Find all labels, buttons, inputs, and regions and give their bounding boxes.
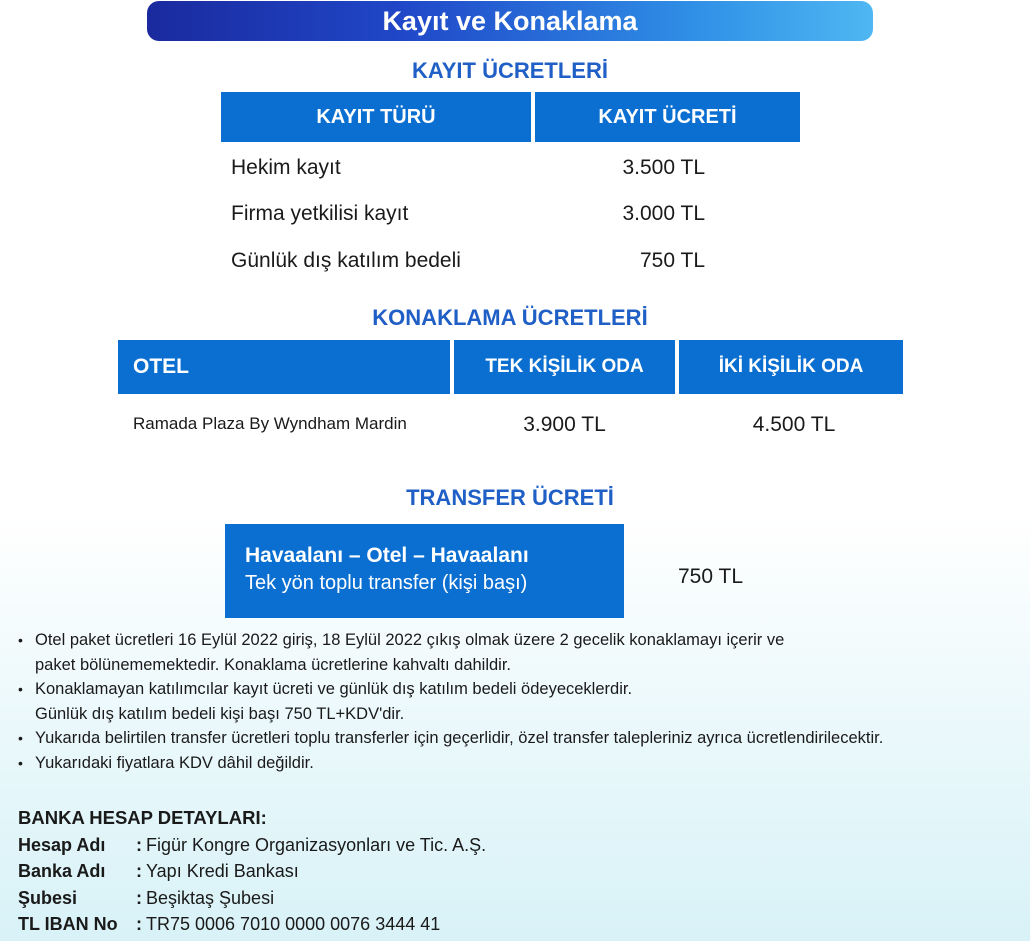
accommodation-row-hotel: Ramada Plaza By Wyndham Mardin bbox=[133, 414, 407, 433]
accommodation-header-hotel: OTEL bbox=[118, 340, 450, 394]
accommodation-header-double: İKİ KİŞİLİK ODA bbox=[679, 340, 903, 394]
registration-row-fee: 750 TL bbox=[640, 249, 705, 272]
bank-title: BANKA HESAP DETAYLARI: bbox=[18, 807, 267, 828]
bank-separator: : bbox=[136, 861, 142, 881]
note-line: Günlük dış katılım bedeli kişi başı 750 TL+KDV'dir. bbox=[35, 704, 405, 723]
note-line: • Yukarıda belirtilen transfer ücretleri toplu transferler için geçerlidir, özel transfer talepleriniz ayrıca ücretlendirilecektir. bbox=[35, 729, 884, 747]
registration-header-type: KAYIT TÜRÜ bbox=[221, 92, 531, 142]
bank-value: Yapı Kredi Bankası bbox=[146, 861, 299, 881]
bank-label: TL IBAN No bbox=[18, 914, 118, 934]
bank-row-iban bbox=[18, 911, 486, 938]
bank-separator: : bbox=[136, 834, 142, 855]
registration-row-type: Hekim kayıt bbox=[231, 156, 341, 179]
bank-row-account-name bbox=[18, 832, 486, 859]
registration-row-type: Günlük dış katılım bedeli bbox=[231, 249, 461, 272]
note-line: • Konaklamayan katılımcılar kayıt ücreti ve günlük dış katılım bedeli ödeyeceklerdir. bbox=[35, 680, 633, 698]
accommodation-row-single: 3.900 TL bbox=[523, 413, 606, 436]
note-item bbox=[18, 677, 1018, 726]
registration-row-fee: 3.000 TL bbox=[622, 202, 705, 225]
note-line: • Otel paket ücretleri 16 Eylül 2022 giriş, 18 Eylül 2022 çıkış olmak üzere 2 gecelik konaklamayı içerir ve bbox=[35, 631, 785, 649]
registration-header-fee: KAYIT ÜCRETİ bbox=[535, 92, 800, 142]
notes-list bbox=[18, 628, 1018, 775]
bank-separator: : bbox=[136, 887, 142, 908]
bank-label: Şubesi bbox=[18, 887, 78, 908]
bank-details bbox=[18, 805, 486, 938]
accommodation-title: KONAKLAMA ÜCRETLERİ bbox=[372, 305, 648, 330]
page-title: Kayıt ve Konaklama bbox=[382, 5, 638, 36]
note-item bbox=[18, 628, 1018, 677]
transfer-box bbox=[225, 524, 624, 618]
bank-row-bank-name bbox=[18, 858, 486, 885]
transfer-route: Havaalanı – Otel – Havaalanı bbox=[245, 544, 529, 567]
accommodation-row-double: 4.500 TL bbox=[752, 413, 836, 436]
page-title-banner bbox=[147, 1, 873, 41]
registration-title: KAYIT ÜCRETLERİ bbox=[412, 58, 608, 83]
transfer-title: TRANSFER ÜCRETİ bbox=[406, 485, 614, 510]
bank-row-branch bbox=[18, 885, 486, 912]
bank-label: Hesap Adı bbox=[18, 834, 106, 855]
bank-value: Figür Kongre Organizasyonları ve Tic. A.Ş. bbox=[146, 834, 487, 855]
note-line: paket bölünememektedir. Konaklama ücretlerine kahvaltı dahildir. bbox=[35, 655, 512, 674]
bank-label: Banka Adı bbox=[18, 861, 106, 881]
accommodation-header-single: TEK KİŞİLİK ODA bbox=[454, 340, 675, 394]
transfer-description: Tek yön toplu transfer (kişi başı) bbox=[245, 572, 528, 594]
registration-row-type: Firma yetkilisi kayıt bbox=[231, 202, 409, 225]
bank-separator: : bbox=[136, 914, 142, 934]
bank-value: Beşiktaş Şubesi bbox=[146, 887, 275, 908]
bank-value: TR75 0006 7010 0000 0076 3444 41 bbox=[146, 914, 441, 934]
note-line: • Yukarıdaki fiyatlara KDV dâhil değildir. bbox=[35, 753, 314, 772]
note-item bbox=[18, 726, 1018, 751]
note-item bbox=[18, 751, 1018, 776]
registration-row-fee: 3.500 TL bbox=[622, 156, 705, 179]
transfer-price: 750 TL bbox=[678, 565, 743, 588]
